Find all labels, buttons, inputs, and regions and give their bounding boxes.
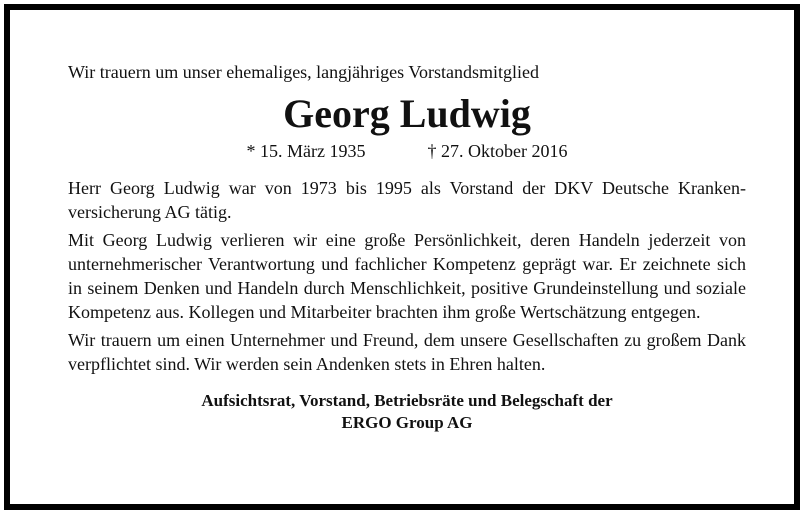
- death-date: † 27. Oktober 2016: [427, 141, 568, 161]
- obituary-frame: [4, 4, 800, 510]
- paragraph-career: Herr Georg Ludwig war von 1973 bis 1995 als Vorstand der DKV Deutsche Krankenversicherung AG tätig.: [68, 178, 746, 222]
- obituary-content: [68, 60, 746, 434]
- signature: [68, 390, 746, 434]
- signature-company: ERGO Group AG: [341, 413, 473, 432]
- birth-date: * 15. März 1935: [246, 141, 366, 161]
- intro-text: Wir trauern um unser ehemaliges, langjähriges Vorstandsmitglied: [68, 62, 539, 82]
- deceased-name: Georg Ludwig: [283, 91, 531, 136]
- life-dates: [68, 140, 746, 162]
- signature-line-1: Aufsichtsrat, Vorstand, Betriebsräte und Belegschaft der: [201, 391, 613, 410]
- paragraph-farewell: Wir trauern um einen Unternehmer und Freund, dem unsere Gesellschaften zu großem Dank verpflichtet sind. Wir werden sein Andenken stets in Ehren halten.: [68, 330, 746, 374]
- paragraph-tribute: Mit Georg Ludwig verlieren wir eine große Persönlichkeit, deren Handeln jederzeit von unternehmerischer Verantwortung und fachlicher Kompetenz geprägt war. Er zeichnete sich in seinem Denken und Handeln durch Menschlichkeit, positive Grundeinstellung und soziale Kompetenz aus. Kollegen und Mitarbeiter brachten ihm große Wertschätzung entgegen.: [68, 230, 746, 322]
